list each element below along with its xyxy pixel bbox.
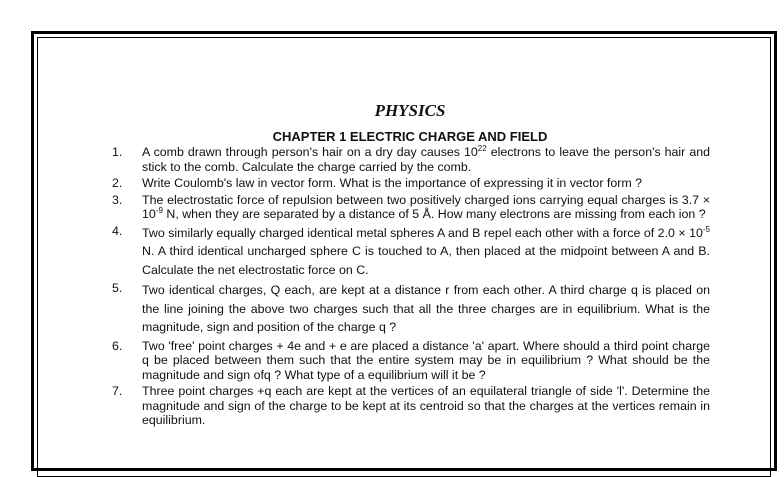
question-text: The electrostatic force of repulsion between two positively charged ions carrying equal charges is $3.7 \times 10^{-9}$ N, when they are separated by a distance of 5 Å. How many electrons are missing from each ion ? bbox=[142, 192, 710, 221]
question-text: Three point charges +q each are kept at the vertices of an equilateral triangle of side 'l'. Determine the magnitude and sign of the charge to be kept at its centroid so that the charges at the vertices remain in equilibrium. bbox=[142, 384, 710, 427]
document-content bbox=[110, 101, 710, 430]
question-list bbox=[110, 145, 710, 428]
subject-title: PHYSICS bbox=[374, 101, 446, 120]
question-number: 7. bbox=[112, 384, 123, 398]
question-item bbox=[110, 145, 710, 174]
question-number: 3. bbox=[112, 192, 123, 207]
question-text: Two similarly equally charged identical metal spheres A and B repel each other with a force of $2.0 \times 10^{-5}$ N. A third identical uncharged sphere C is touched to A, then placed at the midpoint between A and B. Calculate the net electrostatic force on C. bbox=[142, 224, 710, 277]
question-item bbox=[110, 384, 710, 428]
question-item bbox=[110, 193, 710, 222]
question-text: Two identical charges, Q each, are kept at a distance r from each other. A third charge q is placed on the line joining the above two charges such that all the three charges are in equilibrium. What is the magnitude, sign and position of the charge q ? bbox=[142, 283, 710, 334]
question-item bbox=[110, 339, 710, 383]
chapter-heading: CHAPTER 1 ELECTRIC CHARGE AND FIELD bbox=[272, 129, 548, 144]
question-text: Write Coulomb's law in vector form. What is the importance of expressing it in vector form ? bbox=[142, 176, 643, 190]
question-text: Two 'free' point charges + 4e and + e are placed a distance 'a' apart. Where should a third point charge q be placed between them such that the entire system may be in equilibrium ? What should be the magnitude and sign ofq ? What type of a equilibrium will it be ? bbox=[142, 338, 710, 382]
question-number: 5. bbox=[112, 281, 123, 295]
question-item bbox=[110, 176, 710, 191]
question-number: 4. bbox=[112, 223, 123, 238]
question-text: A comb drawn through person's hair on a dry day causes $10^{22}$ electrons to leave the person's hair and stick to the comb. Calculate the charge carried by the comb. bbox=[142, 143, 710, 174]
question-number: 1. bbox=[112, 145, 123, 159]
question-number: 6. bbox=[112, 338, 123, 353]
question-item bbox=[110, 224, 710, 280]
question-number: 2. bbox=[112, 176, 123, 190]
question-item bbox=[110, 281, 710, 337]
